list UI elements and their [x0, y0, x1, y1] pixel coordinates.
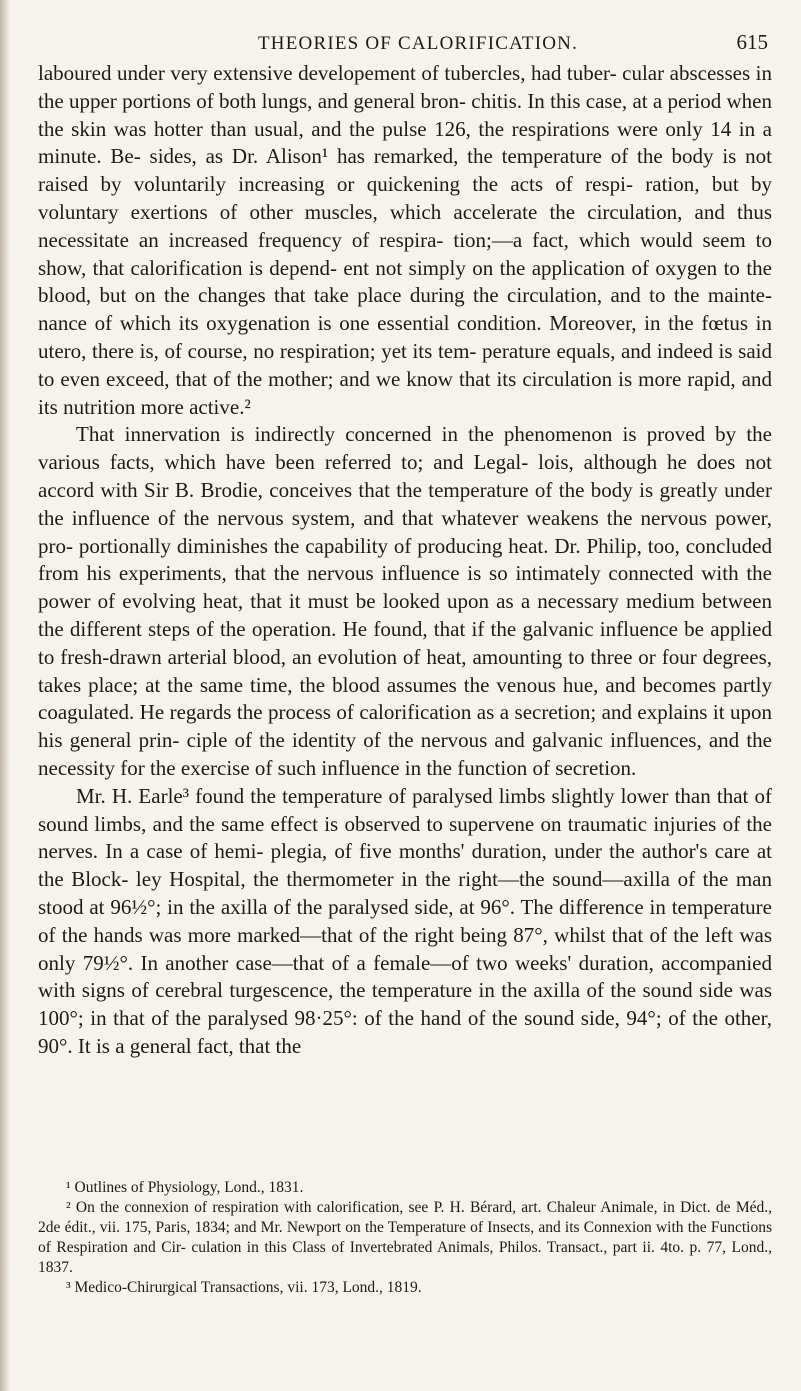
footnote-1: ¹ Outlines of Physiology, Lond., 1831. [66, 1179, 304, 1196]
paragraph-1: laboured under very extensive developement of tubercles, had tuber- cular abscesses in the upper portions of both lungs, and general bron- chitis. In this case, at a period when the skin was hotter than usual, and the pulse 126, the respirations were only 14 in a minute. Be- sides, as Dr. Alison¹ has remarked, the temperature of the body is not raised by voluntarily increasing or quickening the acts of respi- ration, but by voluntary exertions of other muscles, which accelerate the circulation, and thus necessitate an increased frequency of respira- tion;—a fact, which would seem to show, that calorification is depend- ent not simply on the application of oxygen to the blood, but on the changes that take place during the circulation, and to the mainte- nance of which its oxygenation is one essential condition. Moreover, in the fœtus in utero, there is, of course, no respiration; yet its tem- perature equals, and indeed is said to even exceed, that of the mother; and we know that its circulation is more rapid, and its nutrition more active.² [38, 61, 772, 419]
page-edge-shadow [0, 0, 10, 1391]
footnote-3: ³ Medico-Chirurgical Transactions, vii. 173, Lond., 1819. [66, 1279, 422, 1296]
running-head: THEORIES OF CALORIFICATION. [258, 33, 579, 54]
paragraph-2: That innervation is indirectly concerned in the phenomenon is proved by the various facts, which have been referred to; and Legal- lois, although he does not accord with Sir B. Brodie, conceives that the temperature of the body is greatly under the influence of the nervous system, and that whatever weakens the nervous power, pro- portionally diminishes the capability of producing heat. Dr. Philip, too, concluded from his experiments, that the nervous influence is so intimately connected with the power of evolving heat, that it must be looked upon as a necessary medium between the different steps of the operation. He found, that if the galvanic influence be applied to fresh-drawn arterial blood, an evolution of heat, amounting to three or four degrees, takes place; at the same time, the blood assumes the venous hue, and becomes partly coagulated. He regards the process of calorification as a secretion; and explains it upon his general prin- ciple of the identity of the nervous and galvanic influences, and the necessity for the exercise of such influence in the function of secretion. [38, 422, 772, 780]
footnotes [38, 1178, 772, 1298]
body-text [38, 60, 772, 1061]
page-header [258, 30, 768, 55]
footnote-2: ² On the connexion of respiration with calorification, see P. H. Bérard, art. Chaleur Animale, in Dict. de Méd., 2de édit., vii. 175, Paris, 1834; and Mr. Newport on the Temperature of Insects, and its Connexion with the Functions of Respiration and Cir- culation in this Class of Invertebrated Animals, Philos. Transact., part ii. 4to. p. 77, Lond., 1837. [38, 1199, 772, 1276]
page-number: 615 [736, 30, 768, 54]
paragraph-3: Mr. H. Earle³ found the temperature of paralysed limbs slightly lower than that of sound limbs, and the same effect is observed to supervene on traumatic injuries of the nerves. In a case of hemi- plegia, of five months' duration, under the author's care at the Block- ley Hospital, the thermometer in the right—the sound—axilla of the man stood at 96½°; in the axilla of the paralysed side, at 96°. The difference in temperature of the hands was more marked—that of the right being 87°, whilst that of the left was only 79½°. In another case—that of a female—of two weeks' duration, accompanied with signs of cerebral turgescence, the temperature in the axilla of the sound side was 100°; in that of the paralysed 98·25°: of the hand of the sound side, 94°; of the other, 90°. It is a general fact, that the [38, 783, 772, 1058]
